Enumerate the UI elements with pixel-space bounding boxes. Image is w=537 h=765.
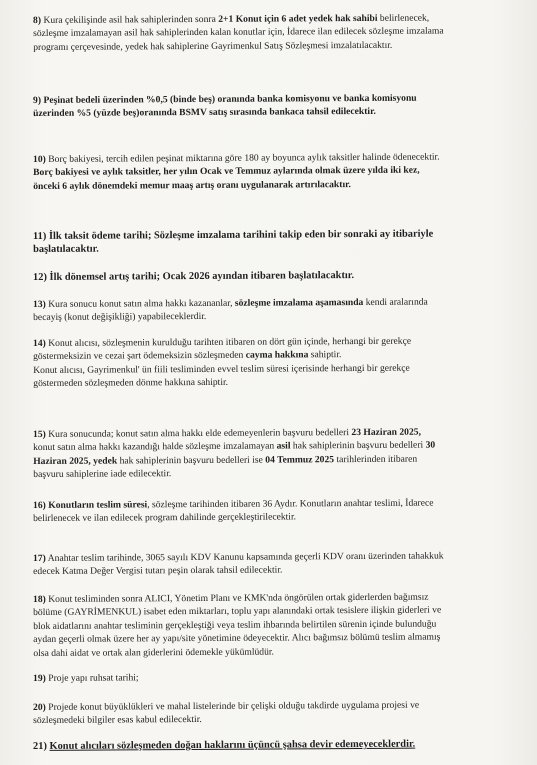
clause-13 xyxy=(33,295,503,325)
clause-8 xyxy=(33,11,503,54)
text-segment: Konut alıcıları sözleşmeden doğan haklarını üçüncü şahsa devir edemeyeceklerdir. xyxy=(49,738,416,752)
clause-line xyxy=(33,241,503,257)
clause-11 xyxy=(33,227,503,257)
text-segment: olsa dahi aidat ve ortak alan giderlerini ödemekle yükümlüdür. xyxy=(33,646,274,659)
text-segment: 23 Haziran 2025, xyxy=(351,426,422,439)
clause-17 xyxy=(33,549,503,579)
text-segment: kendi aralarında xyxy=(363,296,428,308)
clause-line xyxy=(33,712,503,728)
clause-number: 15) xyxy=(33,428,46,440)
text-segment: edecek Katma Değer Vergisi tutarı peşin olarak tahsil edilecektir. xyxy=(33,564,283,578)
text-segment: İlk dönemsel artış tarihi; Ocak 2026 ayından itibaren başlatılacaktır. xyxy=(49,270,355,283)
text-segment: Konutların teslim süresi xyxy=(48,499,148,511)
text-segment: İlk taksit ödeme tarihi; Sözleşme imzalama tarihini takip eden bir sonraki ay itibariyle xyxy=(48,228,434,242)
text-segment: aydan geçerli olmak üzere her ay yapı/site yönetimine ödeyecektir. Alıcı bağımsız bölümü teslim almamış xyxy=(33,631,441,646)
text-segment: asil xyxy=(276,440,291,452)
clause-number: 21) xyxy=(33,740,47,752)
clause-number: 12) xyxy=(33,271,47,283)
text-segment: hak sahiplerinin başvuru bedelleri xyxy=(290,440,426,452)
clause-line xyxy=(33,510,503,526)
text-segment: Borç bakiyesi, tercih edilen peşinat miktarına göre 180 ay boyunca aylık taksitler halinde ödenecektir. xyxy=(48,151,440,165)
clause-12 xyxy=(33,268,503,284)
text-segment: konut satın alma hakkı kazandığı halde sözleşme imzalamayan xyxy=(33,440,277,454)
text-segment: göstermeksizin ve cezai şart ödemeksizin sözleşmeden xyxy=(33,350,246,363)
text-segment: blok aidatlarını anahtar tesliminin gerçekleştiği veya teslim ihbarında belirtilen sürenin içinde bulunduğu xyxy=(33,618,437,632)
text-segment: sahiptir. xyxy=(308,349,342,361)
clause-line xyxy=(33,737,503,753)
text-segment: Konut tesliminden sonra ALICI, Yönetim Planı ve KMK'nda öngörülen ortak giderlerden bağımsız xyxy=(48,591,429,605)
text-segment: göstermeden sözleşmeden dönme hakkına sahiptir. xyxy=(33,377,229,390)
clause-9 xyxy=(33,91,503,121)
clause-16 xyxy=(33,496,503,526)
text-segment: Haziran 2025, yedek xyxy=(33,455,118,467)
text-segment: , sözleşme tarihinden itibaren 36 Aydır. Konutların anahtar teslimi, İdarece xyxy=(147,497,434,511)
text-segment: sözleşmedeki bilgiler esas kabul edilecektir. xyxy=(33,714,202,727)
clause-19 xyxy=(33,669,503,685)
clause-number: 18) xyxy=(33,593,46,605)
text-segment: Borç bakiyesi ve aylık taksitler, her yılın Ocak ve Temmuz aylarında olmak üzere yılda iki kez, xyxy=(33,165,420,179)
clause-line xyxy=(33,669,503,685)
clause-number: 19) xyxy=(33,672,46,684)
clause-10 xyxy=(33,150,503,193)
clause-21 xyxy=(33,737,503,753)
text-segment: önceki 6 aylık dönemdeki memur maaş artış oranı uygulanarak artırılacaktır. xyxy=(33,178,351,192)
text-segment: Anahtar teslim tarihinde, 3065 sayılı KDV Kanunu kapsamında geçerli KDV oranı üzerinden tahakkuk xyxy=(47,550,444,564)
text-segment: 2+1 Konut için 6 adet yedek hak sahibi xyxy=(218,12,378,25)
text-segment: sözleşme imzalama aşamasında xyxy=(234,296,364,309)
clause-number: 9) xyxy=(33,94,42,106)
text-segment: Peşinat bedeli üzerinden %0,5 (binde beş) oranında banka komisyonu ve banka komisyonu xyxy=(43,92,417,106)
text-segment: Konut alıcısı, Gayrimenkul' ün fiili tesliminden evvel teslim süresi içerisinde herhangi bir gerekçe xyxy=(33,362,410,376)
clause-number: 16) xyxy=(33,499,46,511)
clause-line xyxy=(33,439,503,455)
clause-line xyxy=(33,268,503,284)
clause-number: 11) xyxy=(33,230,47,242)
clause-line xyxy=(33,105,503,121)
clause-15 xyxy=(33,425,503,481)
clause-number: 10) xyxy=(33,153,46,165)
text-segment: belirlenecek ve ilan edilecek program dahilinde gerçekleştirilecektir. xyxy=(33,511,297,525)
clause-line xyxy=(33,309,503,325)
clause-line xyxy=(33,644,503,660)
clause-number: 20) xyxy=(33,701,46,713)
clause-number: 17) xyxy=(33,552,46,564)
clause-line xyxy=(33,177,503,193)
text-segment: hak sahiplerinin başvuru bedelleri ise xyxy=(117,454,266,467)
text-segment: Projede konut büyüklükleri ve mahal listelerinde bir çelişki olduğu takdirde uygulama projesi ve xyxy=(48,699,420,713)
clause-line xyxy=(33,25,503,41)
text-segment: Kura sonucu konut satın alma hakkı kazananlar, xyxy=(48,297,235,310)
text-segment: cayma hakkına xyxy=(245,349,309,362)
clause-line xyxy=(33,38,503,54)
text-segment: 30 xyxy=(425,439,436,452)
clause-number: 13) xyxy=(33,298,46,310)
text-segment: Proje yapı ruhsat tarihi; xyxy=(48,672,139,684)
clause-number: 8) xyxy=(33,14,42,26)
text-segment: Kura sonucunda; konut satın alma hakkı elde edemeyenlerin başvuru bedelleri xyxy=(48,427,352,440)
text-segment: tarihlerinden itibaren xyxy=(334,453,418,465)
clause-18 xyxy=(33,590,503,660)
clause-14 xyxy=(33,334,503,390)
text-segment: başlatılacaktır. xyxy=(33,244,99,256)
clause-number: 14) xyxy=(33,337,46,349)
clause-line xyxy=(33,563,503,579)
clause-20 xyxy=(33,698,503,728)
text-segment: sözleşme imzalamayan asil hak sahiplerinden kalan konutlar için, İdarece ilan edilecek sözleşme imzalama xyxy=(33,25,444,40)
text-segment: Konut alıcısı, sözleşmenin kurulduğu tarihten itibaren on dört gün içinde, herhangi bir gerekçe xyxy=(48,335,412,349)
text-segment: belirlenecek, xyxy=(377,12,430,24)
text-segment: Kura çekilişinde asil hak sahiplerinden sonra xyxy=(43,13,219,26)
text-segment: 04 Temmuz 2025 xyxy=(265,453,335,466)
clause-line xyxy=(33,630,503,646)
clause-line xyxy=(33,374,503,390)
text-segment: başvuru sahiplerine iade edilecektir. xyxy=(33,468,172,481)
text-segment: üzerinden %5 (yüzde beş)oranında BSMV satış sırasında bankaca tahsil edilecektir. xyxy=(33,106,376,120)
text-segment: bölüme (GAYRİMENKUL) isabet eden miktarları, toplu yapı alanındaki ortak tesislere ilişkin giderleri ve xyxy=(33,604,442,619)
text-segment: becayiş (konut değişikliği) yapabileceklerdir. xyxy=(33,311,207,324)
text-segment: programı çerçevesinde, yedek hak sahiplerine Gayrimenkul Satış Sözleşmesi imzalatılacaktır. xyxy=(33,39,393,53)
clause-line xyxy=(33,465,503,481)
